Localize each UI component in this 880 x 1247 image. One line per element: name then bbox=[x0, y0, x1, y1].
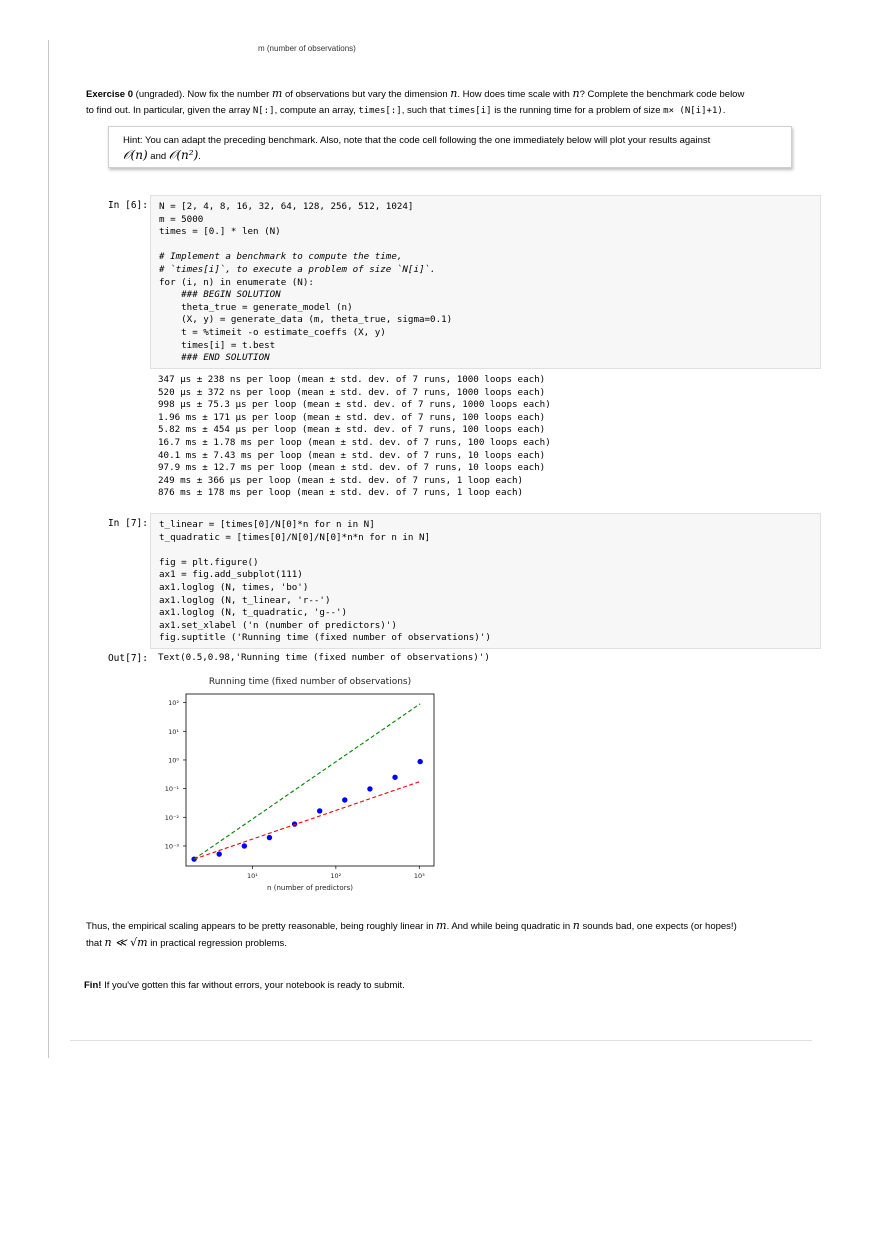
code-line: times = [0.] * len (N) bbox=[159, 226, 281, 238]
code-line: t = %timeit -o estimate_coeffs (X, y) bbox=[159, 326, 386, 338]
x-tick-label: 10² bbox=[330, 872, 342, 880]
notebook-bottom-border bbox=[70, 1040, 812, 1041]
previous-plot-xlabel: m (number of observations) bbox=[258, 44, 356, 53]
data-point bbox=[392, 775, 397, 780]
code-cell-6[interactable] bbox=[150, 195, 821, 369]
x-tick-label: 10¹ bbox=[246, 872, 258, 880]
fin-text: Fin! If you've gotten this far without errors, your notebook is ready to submit. bbox=[84, 980, 405, 991]
timeit-output-line: 347 µs ± 238 ns per loop (mean ± std. dev. of 7 runs, 1000 loops each) bbox=[158, 374, 546, 385]
exercise-text: Exercise 0 (ungraded). Now fix the number m of observations but vary the dimension n. How does time scale with n? Complete the benchmark code below to find out. In particular, given the array N[:], compute an array, times[:], such that times[i] is the running time for a problem of size m× (N[i]+1). bbox=[86, 87, 745, 116]
y-tick-label: 10¹ bbox=[168, 727, 179, 736]
code-line: t_linear = [times[0]/N[0]*n for n in N] bbox=[159, 519, 375, 530]
data-point bbox=[242, 843, 247, 848]
code-line: t_quadratic = [times[0]/N[0]/N[0]*n*n for n in N] bbox=[159, 531, 431, 543]
hint-text: Hint: You can adapt the preceding benchmark. Also, note that the code cell following the one immediately below will plot your results against bbox=[123, 135, 711, 146]
x-axis-label: n (number of predictors) bbox=[267, 884, 353, 892]
code-line: fig.suptitle ('Running time (fixed number of observations)') bbox=[159, 632, 491, 644]
code-line: ax1.loglog (N, times, 'bo') bbox=[159, 581, 309, 593]
code-line: ax1.set_xlabel ('n (number of predictors)') bbox=[159, 619, 397, 631]
y-tick-label: 10² bbox=[168, 699, 179, 708]
code-cell-6-source[interactable] bbox=[159, 201, 820, 365]
code-line: ax1.loglog (N, t_linear, 'r--') bbox=[159, 594, 331, 606]
data-point bbox=[317, 808, 322, 813]
data-point bbox=[217, 851, 222, 856]
cell-7-prompt: In [7]: bbox=[107, 518, 148, 529]
data-point bbox=[417, 759, 422, 764]
timeit-output-line: 16.7 ms ± 1.78 ms per loop (mean ± std. dev. of 7 runs, 100 loops each) bbox=[158, 436, 551, 448]
cell-6-prompt: In [6]: bbox=[107, 200, 148, 211]
exercise-title: Exercise 0 bbox=[86, 89, 134, 100]
code-line: ### END SOLUTION bbox=[159, 352, 270, 364]
conclusion-text: Thus, the empirical scaling appears to be pretty reasonable, being roughly linear in m. And while being quadratic in n sounds bad, one expects (or hopes!) that n ≪ √m in practical regression problems. bbox=[86, 919, 737, 949]
y-tick-label: 10⁻³ bbox=[164, 842, 179, 851]
timeit-output-line: 249 ms ± 366 µs per loop (mean ± std. dev. of 7 runs, 1 loop each) bbox=[158, 474, 524, 486]
running-time-chart bbox=[156, 672, 456, 894]
code-line: for (i, n) in enumerate (N): bbox=[159, 276, 314, 288]
timeit-output-line: 40.1 ms ± 7.43 ms per loop (mean ± std. dev. of 7 runs, 10 loops each) bbox=[158, 449, 546, 461]
chart-title: Running time (fixed number of observations) bbox=[208, 677, 412, 687]
code-line: ### BEGIN SOLUTION bbox=[159, 289, 281, 301]
code-line: fig = plt.figure() bbox=[159, 556, 259, 568]
data-point bbox=[292, 821, 297, 826]
code-cell-7[interactable] bbox=[150, 513, 821, 649]
out-7-prompt: Out[7]: bbox=[107, 653, 148, 664]
y-tick-label: 10⁰ bbox=[168, 756, 179, 765]
cell-7-output-text: Text(0.5,0.98,'Running time (fixed number of observations)') bbox=[158, 652, 490, 663]
hint-box: Hint: You can adapt the preceding benchmark. Also, note that the code cell following the one immediately below will plot your results against 𝒪(n) and 𝒪(n²). bbox=[108, 126, 792, 168]
code-line: (X, y) = generate_data (m, theta_true, sigma=0.1) bbox=[159, 314, 453, 326]
code-line: # Implement a benchmark to compute the time, bbox=[159, 251, 403, 263]
data-point bbox=[342, 797, 347, 802]
timeit-output-line: 1.96 ms ± 171 µs per loop (mean ± std. dev. of 7 runs, 100 loops each) bbox=[158, 411, 546, 423]
cell-6-output bbox=[158, 374, 551, 500]
data-point bbox=[367, 786, 372, 791]
code-line: theta_true = generate_model (n) bbox=[159, 301, 353, 313]
code-line: ax1 = fig.add_subplot(111) bbox=[159, 569, 303, 581]
y-tick-label: 10⁻² bbox=[164, 813, 179, 822]
y-tick-label: 10⁻¹ bbox=[164, 785, 179, 794]
timeit-output-line: 998 µs ± 75.3 µs per loop (mean ± std. dev. of 7 runs, 1000 loops each) bbox=[158, 399, 551, 411]
code-line: ax1.loglog (N, t_quadratic, 'g--') bbox=[159, 607, 348, 619]
fin-label: Fin! bbox=[84, 980, 102, 991]
timeit-output-line: 97.9 ms ± 12.7 ms per loop (mean ± std. dev. of 7 runs, 10 loops each) bbox=[158, 462, 546, 474]
code-line: times[i] = t.best bbox=[159, 339, 276, 351]
code-cell-7-source[interactable] bbox=[159, 519, 820, 645]
timeit-output-line: 5.82 ms ± 454 µs per loop (mean ± std. dev. of 7 runs, 100 loops each) bbox=[158, 424, 546, 436]
code-line: m = 5000 bbox=[159, 213, 204, 225]
data-point bbox=[267, 835, 272, 840]
timeit-output-line: 876 ms ± 178 ms per loop (mean ± std. dev. of 7 runs, 1 loop each) bbox=[158, 487, 524, 499]
x-tick-label: 10³ bbox=[413, 872, 425, 880]
code-line: N = [2, 4, 8, 16, 32, 64, 128, 256, 512, 1024] bbox=[159, 201, 414, 212]
notebook-left-border bbox=[48, 40, 49, 1058]
code-line: # `times[i]`, to execute a problem of size `N[i]`. bbox=[159, 263, 436, 275]
timeit-output-line: 520 µs ± 372 ns per loop (mean ± std. dev. of 7 runs, 1000 loops each) bbox=[158, 386, 546, 398]
